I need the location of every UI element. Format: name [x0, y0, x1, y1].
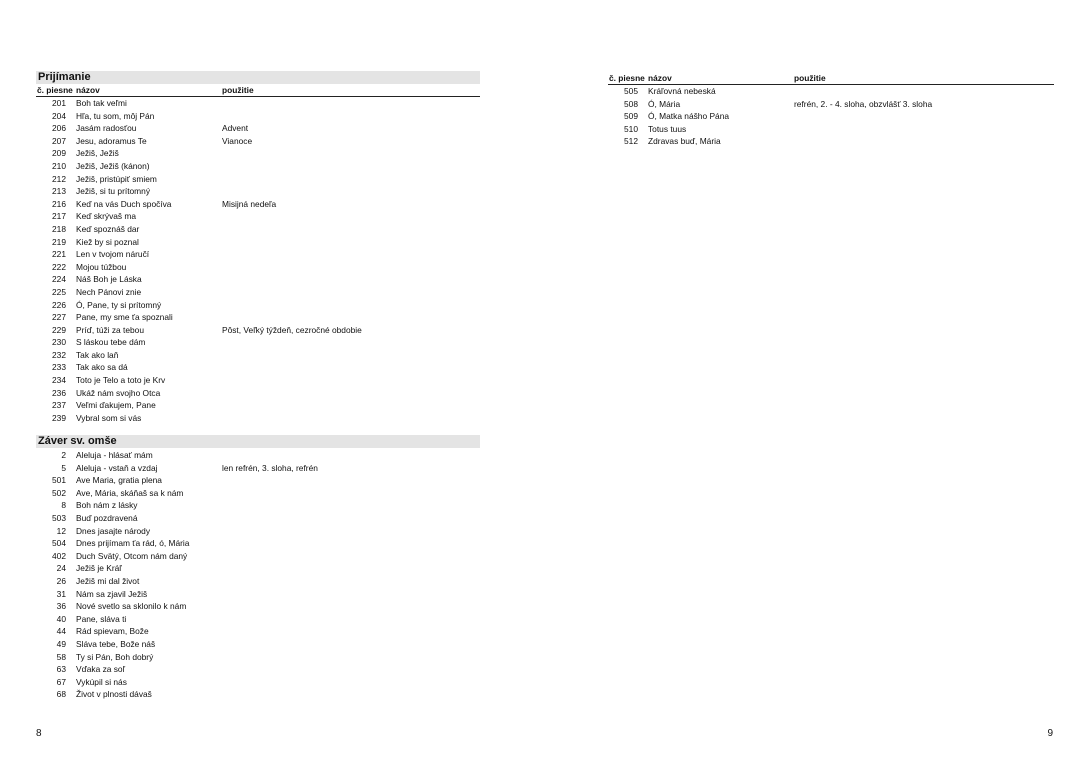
song-usage — [222, 550, 480, 563]
table-row — [608, 123, 1054, 136]
table-row — [36, 210, 480, 223]
song-number: 12 — [56, 525, 66, 536]
song-usage — [222, 638, 480, 651]
song-number: 509 — [624, 111, 638, 122]
song-usage — [222, 651, 480, 664]
song-title: Keď na vás Duch spočíva — [76, 198, 172, 209]
song-number: 219 — [52, 236, 66, 247]
song-number: 225 — [52, 286, 66, 297]
table-row — [36, 600, 480, 613]
section-title: Prijímanie — [36, 71, 480, 84]
song-title: Ó, Mária — [648, 98, 681, 109]
song-number: 501 — [52, 475, 66, 486]
header-usage: použitie — [222, 85, 254, 95]
table-row — [608, 110, 1054, 123]
table-row — [36, 449, 480, 462]
song-title: Ty si Pán, Boh dobrý — [76, 651, 154, 662]
song-usage — [222, 449, 480, 462]
song-title: Boh nám z lásky — [76, 500, 138, 511]
song-usage: Pôst, Veľký týždeň, cezročné obdobie — [222, 324, 362, 335]
song-number: 230 — [52, 337, 66, 348]
song-title: Keď skrývaš ma — [76, 211, 137, 222]
song-usage — [222, 399, 480, 412]
song-number: 8 — [61, 500, 66, 511]
song-title: Nech Pánovi znie — [76, 286, 142, 297]
header-usage: použitie — [794, 73, 826, 83]
song-title: S láskou tebe dám — [76, 337, 146, 348]
song-usage — [222, 223, 480, 236]
song-title: Náš Boh je Láska — [76, 274, 142, 285]
table-row — [36, 147, 480, 160]
song-number: 209 — [52, 148, 66, 159]
table-row — [608, 135, 1054, 148]
song-usage — [222, 160, 480, 173]
song-number: 503 — [52, 512, 66, 523]
song-title: Aleluja - vstaň a vzdaj — [76, 462, 158, 473]
song-title: Boh tak veľmi — [76, 98, 127, 108]
song-usage — [222, 299, 480, 312]
table-row — [36, 688, 480, 701]
page-number: 9 — [1047, 728, 1053, 739]
song-usage — [222, 261, 480, 274]
song-title: Duch Svätý, Otcom nám daný — [76, 550, 188, 561]
song-number: 212 — [52, 173, 66, 184]
song-number: 236 — [52, 387, 66, 398]
song-usage — [222, 97, 480, 110]
song-title: Vďaka za soľ — [76, 664, 126, 675]
song-usage — [222, 562, 480, 575]
table-row — [36, 135, 480, 148]
song-usage — [222, 613, 480, 626]
song-number: 67 — [56, 676, 66, 687]
song-number: 229 — [52, 324, 66, 335]
table-row — [36, 273, 480, 286]
table-row — [36, 324, 480, 337]
table-row — [36, 575, 480, 588]
song-title: Tak ako sa dá — [76, 362, 128, 373]
song-usage — [222, 537, 480, 550]
song-number: 232 — [52, 349, 66, 360]
song-number: 221 — [52, 249, 66, 260]
table-row — [36, 588, 480, 601]
song-title: Dnes prijímam ťa rád, ó, Mária — [76, 538, 190, 549]
song-usage: len refrén, 3. sloha, refrén — [222, 462, 318, 473]
song-title: Ave, Mária, skáňaš sa k nám — [76, 487, 184, 498]
song-title: Zdravas buď, Mária — [648, 136, 721, 147]
table-row — [36, 663, 480, 676]
song-table — [36, 449, 480, 701]
table-row — [36, 198, 480, 211]
song-usage: Misijná nedeľa — [222, 198, 277, 209]
header-title: názov — [648, 73, 672, 83]
song-number: 49 — [56, 638, 66, 649]
song-title: Pane, sláva ti — [76, 613, 127, 624]
song-usage — [222, 286, 480, 299]
song-usage — [222, 676, 480, 689]
section-prijimanie — [36, 71, 480, 424]
song-number: 218 — [52, 223, 66, 234]
song-number: 31 — [56, 588, 66, 599]
table-row — [36, 487, 480, 500]
table-row — [36, 299, 480, 312]
table-row — [36, 336, 480, 349]
table-row — [36, 122, 480, 135]
song-usage — [222, 412, 480, 425]
song-usage — [222, 248, 480, 261]
song-title: Vybral som si vás — [76, 412, 142, 423]
song-number: 210 — [52, 160, 66, 171]
song-title: Kráľovná nebeská — [648, 86, 716, 96]
table-row — [36, 349, 480, 362]
song-usage: refrén, 2. - 4. sloha, obzvlášť 3. sloha — [794, 98, 933, 109]
song-title: Dnes jasajte národy — [76, 525, 151, 536]
song-title: Mojou túžbou — [76, 261, 127, 272]
song-usage: Advent — [222, 123, 249, 134]
song-number: 508 — [624, 98, 638, 109]
table-row — [36, 562, 480, 575]
song-title: Ježiš, Ježiš — [76, 148, 119, 159]
song-title: Pane, my sme ťa spoznali — [76, 312, 173, 323]
song-title: Život v plnosti dávaš — [76, 689, 152, 700]
song-title: Ježiš je Kráľ — [76, 563, 122, 574]
song-number: 233 — [52, 362, 66, 373]
song-usage — [794, 135, 1054, 148]
song-usage — [222, 487, 480, 500]
table-row — [36, 638, 480, 651]
song-number: 207 — [52, 135, 66, 146]
song-number: 512 — [624, 136, 638, 147]
table-row — [36, 462, 480, 475]
song-usage — [794, 123, 1054, 136]
table-row — [608, 98, 1054, 111]
table-row — [36, 474, 480, 487]
song-title: Kiež by si poznal — [76, 236, 139, 247]
table-row — [36, 185, 480, 198]
song-title: Ježiš mi dal život — [76, 575, 140, 586]
song-number: 201 — [52, 98, 66, 108]
header-song-number: č. piesne — [609, 73, 645, 83]
song-usage: Vianoce — [222, 135, 253, 146]
table-header — [36, 84, 480, 97]
song-usage — [222, 147, 480, 160]
song-number: 239 — [52, 412, 66, 423]
song-usage — [222, 236, 480, 249]
song-usage — [222, 525, 480, 538]
song-usage — [222, 588, 480, 601]
table-row — [36, 412, 480, 425]
table-row — [36, 97, 480, 110]
table-row — [36, 173, 480, 186]
song-number: 502 — [52, 487, 66, 498]
song-number: 44 — [56, 626, 66, 637]
table-row — [608, 85, 1054, 98]
song-usage — [222, 273, 480, 286]
song-usage — [222, 625, 480, 638]
song-title: Vykúpil si nás — [76, 676, 127, 687]
song-title: Sláva tebe, Bože náš — [76, 638, 156, 649]
song-number: 226 — [52, 299, 66, 310]
table-header — [608, 72, 1054, 85]
song-usage — [222, 575, 480, 588]
song-number: 237 — [52, 400, 66, 411]
song-usage — [222, 361, 480, 374]
song-number: 217 — [52, 211, 66, 222]
song-title: Ukáž nám svojho Otca — [76, 387, 161, 398]
song-title: Keď spoznáš dar — [76, 223, 140, 234]
table-row — [36, 625, 480, 638]
song-title: Ó, Pane, ty si prítomný — [76, 299, 162, 310]
section-zaver — [36, 435, 480, 701]
section-marian-songs — [608, 72, 1054, 148]
song-title: Tak ako laň — [76, 349, 119, 360]
song-usage — [222, 311, 480, 324]
song-usage — [222, 688, 480, 701]
song-number: 402 — [52, 550, 66, 561]
song-table — [36, 97, 480, 424]
song-title: Rád spievam, Bože — [76, 626, 149, 637]
table-row — [36, 248, 480, 261]
song-number: 204 — [52, 110, 66, 121]
table-row — [36, 286, 480, 299]
song-title: Jesu, adoramus Te — [76, 135, 147, 146]
song-number: 36 — [56, 601, 66, 612]
song-number: 216 — [52, 198, 66, 209]
song-title: Hľa, tu som, môj Pán — [76, 110, 155, 121]
table-row — [36, 261, 480, 274]
song-title: Ave Maria, gratia plena — [76, 475, 162, 486]
table-row — [36, 374, 480, 387]
song-title: Ježiš, pristúpiť smiem — [76, 173, 157, 184]
song-title: Nám sa zjavil Ježiš — [76, 588, 148, 599]
song-title: Aleluja - hlásať mám — [76, 450, 153, 460]
table-row — [36, 311, 480, 324]
table-row — [36, 160, 480, 173]
song-number: 24 — [56, 563, 66, 574]
song-title: Ježiš, Ježiš (kánon) — [76, 160, 150, 171]
song-usage — [222, 336, 480, 349]
song-usage — [222, 110, 480, 123]
song-title: Nové svetlo sa sklonilo k nám — [76, 601, 187, 612]
song-title: Príď, túži za tebou — [76, 324, 144, 335]
song-title: Ježiš, si tu prítomný — [76, 186, 151, 197]
song-number: 234 — [52, 375, 66, 386]
song-usage — [222, 210, 480, 223]
song-number: 2 — [61, 450, 66, 460]
song-usage — [794, 110, 1054, 123]
table-row — [36, 399, 480, 412]
song-number: 222 — [52, 261, 66, 272]
table-row — [36, 387, 480, 400]
table-row — [36, 537, 480, 550]
table-row — [36, 361, 480, 374]
song-number: 40 — [56, 613, 66, 624]
song-usage — [222, 387, 480, 400]
song-number: 504 — [52, 538, 66, 549]
song-usage — [222, 499, 480, 512]
table-row — [36, 110, 480, 123]
song-usage — [222, 663, 480, 676]
song-usage — [794, 85, 1054, 98]
song-usage — [222, 185, 480, 198]
table-row — [36, 499, 480, 512]
song-number: 26 — [56, 575, 66, 586]
song-title: Len v tvojom náručí — [76, 249, 150, 260]
header-title: názov — [76, 85, 100, 95]
table-row — [36, 676, 480, 689]
table-row — [36, 223, 480, 236]
song-number: 63 — [56, 664, 66, 675]
song-number: 505 — [624, 86, 638, 96]
song-title: Buď pozdravená — [76, 512, 138, 523]
right-page — [545, 0, 1090, 770]
section-title: Záver sv. omše — [36, 435, 480, 448]
table-row — [36, 651, 480, 664]
song-usage — [222, 374, 480, 387]
table-row — [36, 236, 480, 249]
song-number: 58 — [56, 651, 66, 662]
header-song-number: č. piesne — [37, 85, 73, 95]
song-usage — [222, 600, 480, 613]
table-row — [36, 512, 480, 525]
song-number: 5 — [61, 462, 66, 473]
song-title: Totus tuus — [648, 123, 687, 134]
page-number: 8 — [36, 728, 42, 739]
song-number: 68 — [56, 689, 66, 700]
song-usage — [222, 512, 480, 525]
song-usage — [222, 173, 480, 186]
song-title: Veľmi ďakujem, Pane — [76, 400, 156, 411]
song-number: 206 — [52, 123, 66, 134]
song-number: 224 — [52, 274, 66, 285]
table-row — [36, 525, 480, 538]
song-usage — [222, 474, 480, 487]
song-table — [608, 85, 1054, 148]
table-row — [36, 613, 480, 626]
song-title: Toto je Telo a toto je Krv — [76, 375, 166, 386]
song-title: Jasám radosťou — [76, 123, 137, 134]
song-title: Ó, Matka nášho Pána — [648, 111, 730, 122]
song-usage — [222, 349, 480, 362]
table-row — [36, 550, 480, 563]
song-number: 213 — [52, 186, 66, 197]
song-number: 510 — [624, 123, 638, 134]
song-number: 227 — [52, 312, 66, 323]
